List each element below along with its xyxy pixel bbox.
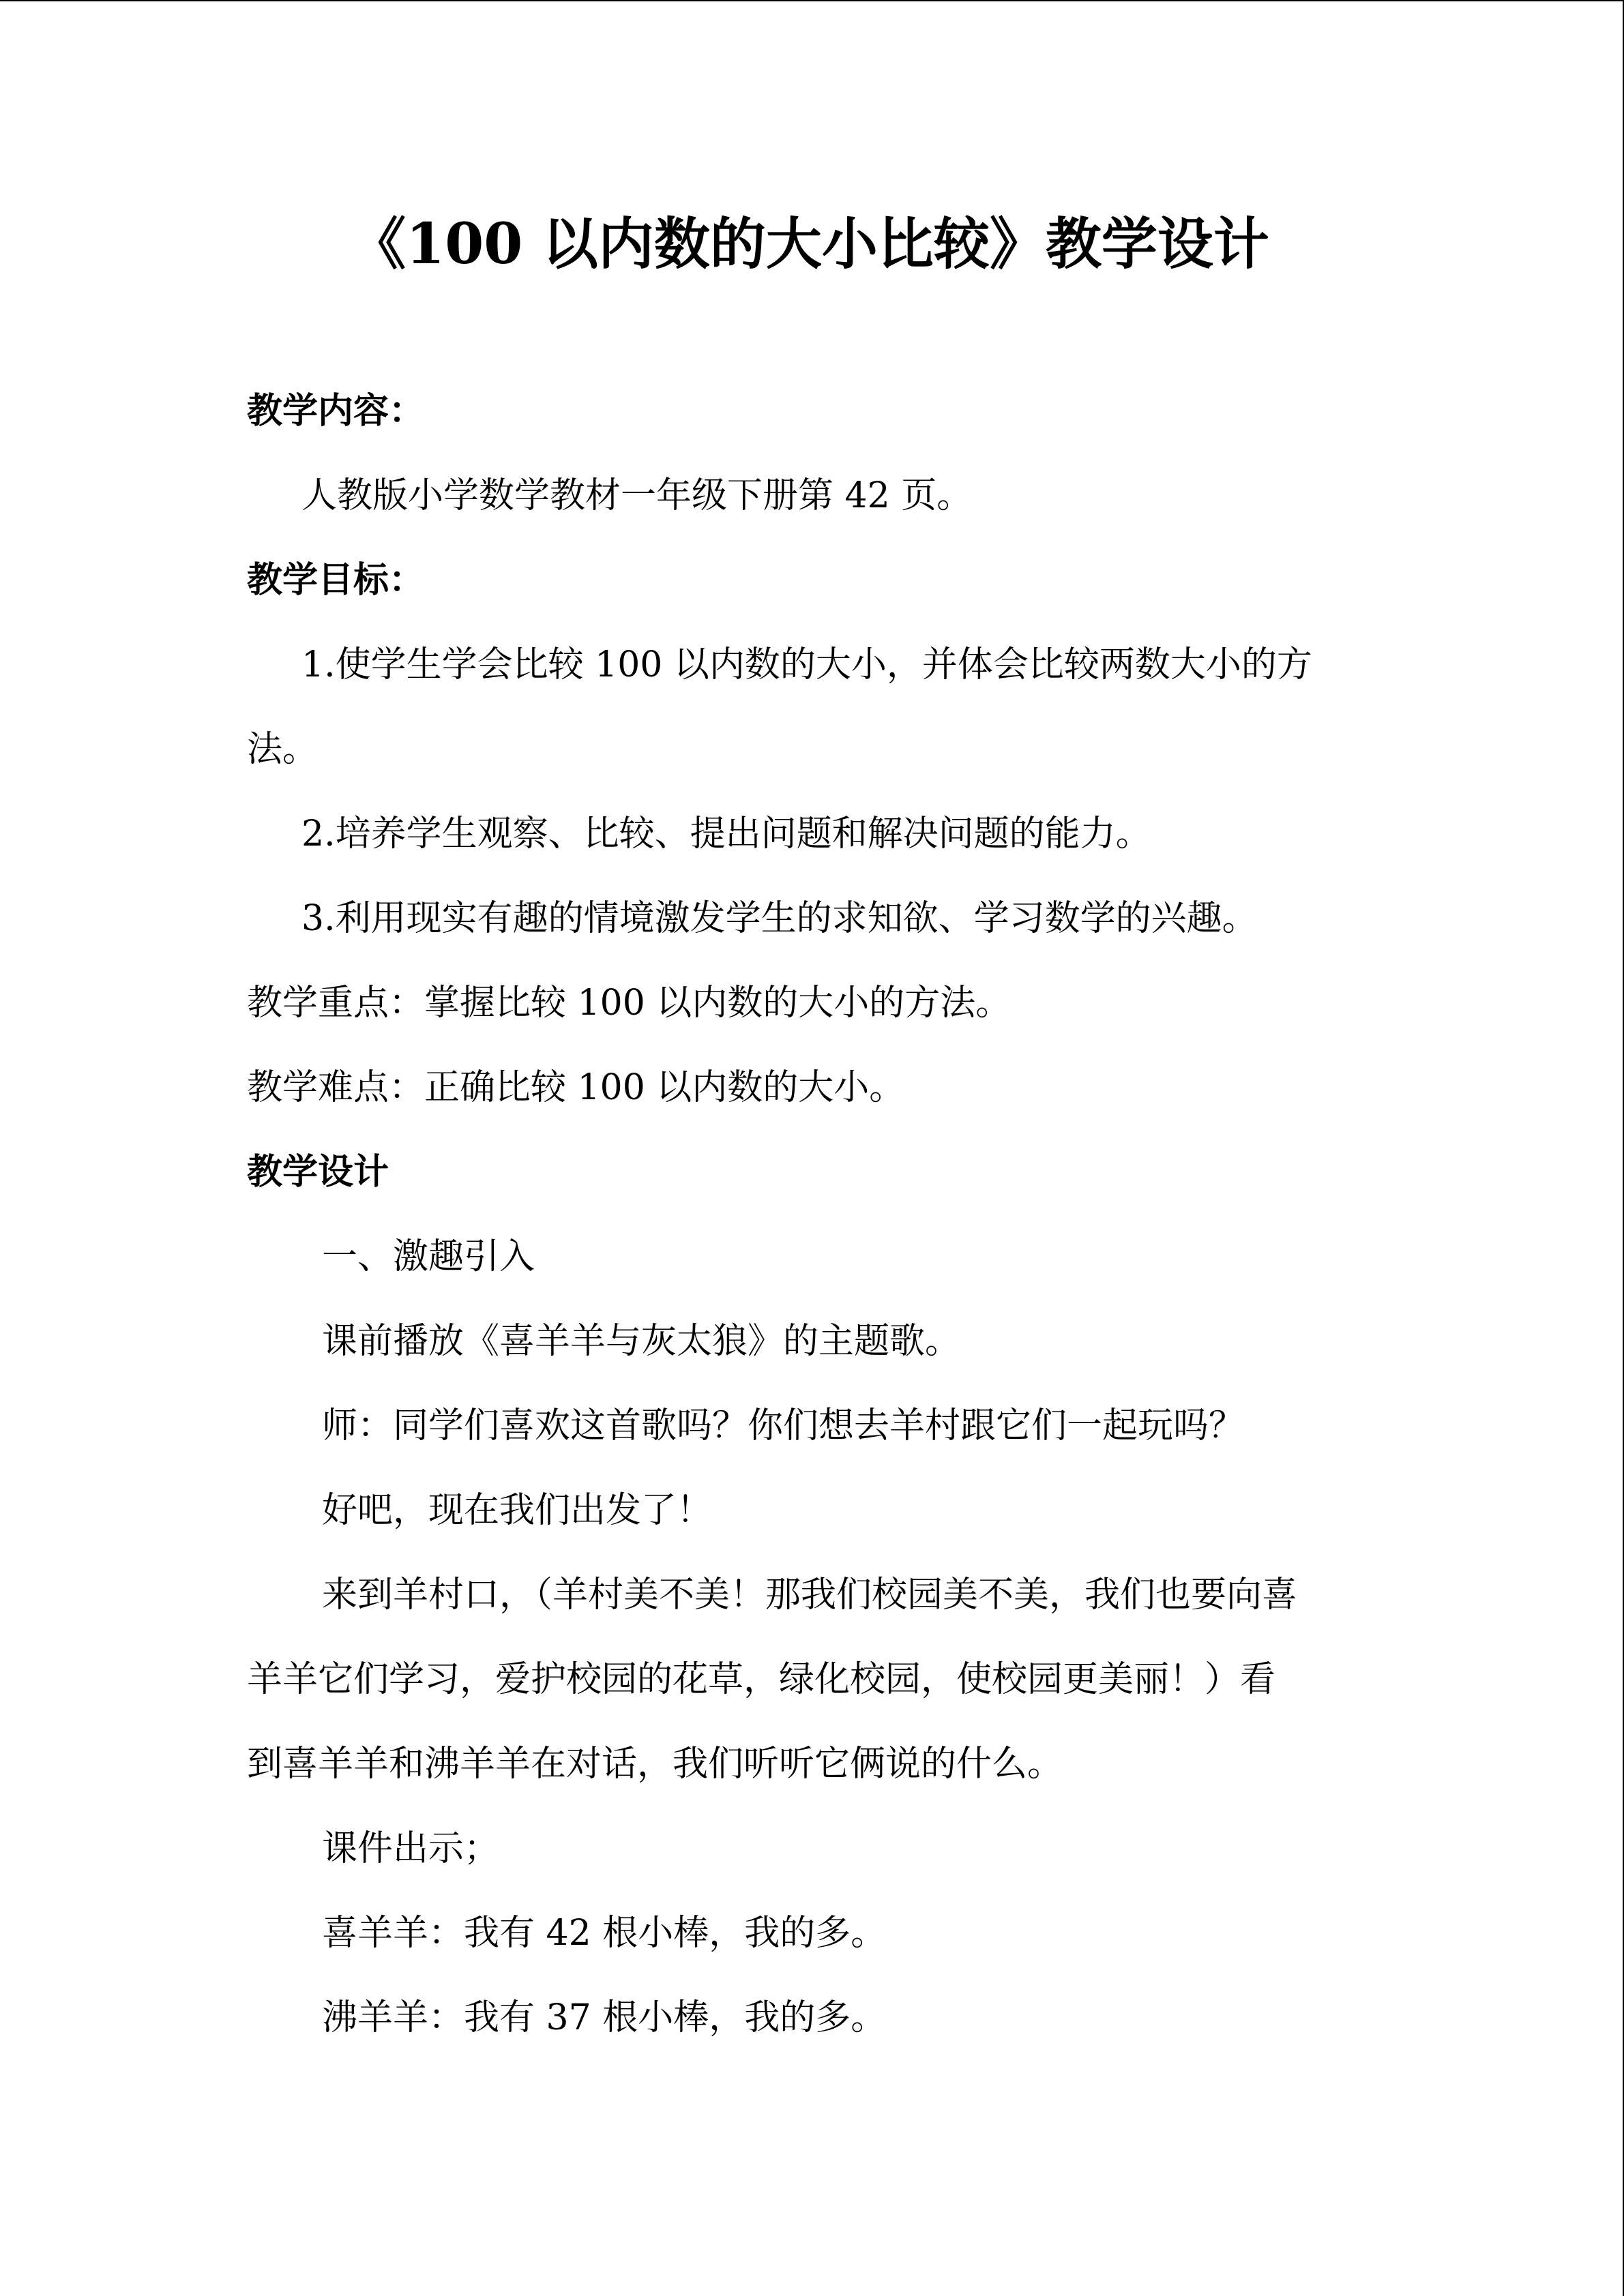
content-text: 人教版小学数学教材一年级下册第 42 页。 bbox=[301, 475, 973, 516]
content-heading: 教学内容： bbox=[247, 390, 425, 432]
objective-3: 3.利用现实有趣的情境激发学生的求知欲、学习数学的兴趣。 bbox=[301, 898, 1258, 939]
objective-1-line-2: 法。 bbox=[247, 729, 319, 770]
document-page bbox=[247, 0, 1372, 2296]
objective-2: 2.培养学生观察、比较、提出问题和解决问题的能力。 bbox=[301, 814, 1151, 854]
document-title: 《100 以内数的大小比较》教学设计 bbox=[350, 211, 1269, 277]
paragraph-teacher: 师：同学们喜欢这首歌吗？你们想去羊村跟它们一起玩吗？ bbox=[322, 1405, 1245, 1446]
difficulty: 教学难点：正确比较 100 以内数的大小。 bbox=[247, 1067, 905, 1108]
paragraph-go: 好吧，现在我们出发了！ bbox=[322, 1490, 713, 1531]
paragraph-village-line-2: 羊羊它们学习，爱护校园的花草，绿化校园，使校园更美丽！）看 bbox=[247, 1659, 1276, 1700]
paragraph-courseware: 课件出示； bbox=[322, 1828, 500, 1869]
paragraph-village-line-3: 到喜羊羊和沸羊羊在对话，我们听听它俩说的什么。 bbox=[247, 1744, 1063, 1785]
key-point: 教学重点：掌握比较 100 以内数的大小的方法。 bbox=[247, 983, 1012, 1024]
paragraph-xiyangyang: 喜羊羊：我有 42 根小棒，我的多。 bbox=[322, 1913, 887, 1954]
paragraph-song: 课前播放《喜羊羊与灰太狼》的主题歌。 bbox=[322, 1321, 961, 1362]
paragraph-feiyangyang: 沸羊羊：我有 37 根小棒，我的多。 bbox=[322, 1997, 887, 2038]
part1-heading: 一、激趣引入 bbox=[322, 1236, 535, 1277]
objectives-heading: 教学目标： bbox=[247, 559, 425, 601]
objective-1-line-1: 1.使学生学会比较 100 以内数的大小，并体会比较两数大小的方 bbox=[301, 644, 1312, 685]
paragraph-village-line-1: 来到羊村口，（羊村美不美！那我们校园美不美，我们也要向喜 bbox=[322, 1575, 1298, 1615]
design-heading: 教学设计 bbox=[247, 1151, 389, 1193]
